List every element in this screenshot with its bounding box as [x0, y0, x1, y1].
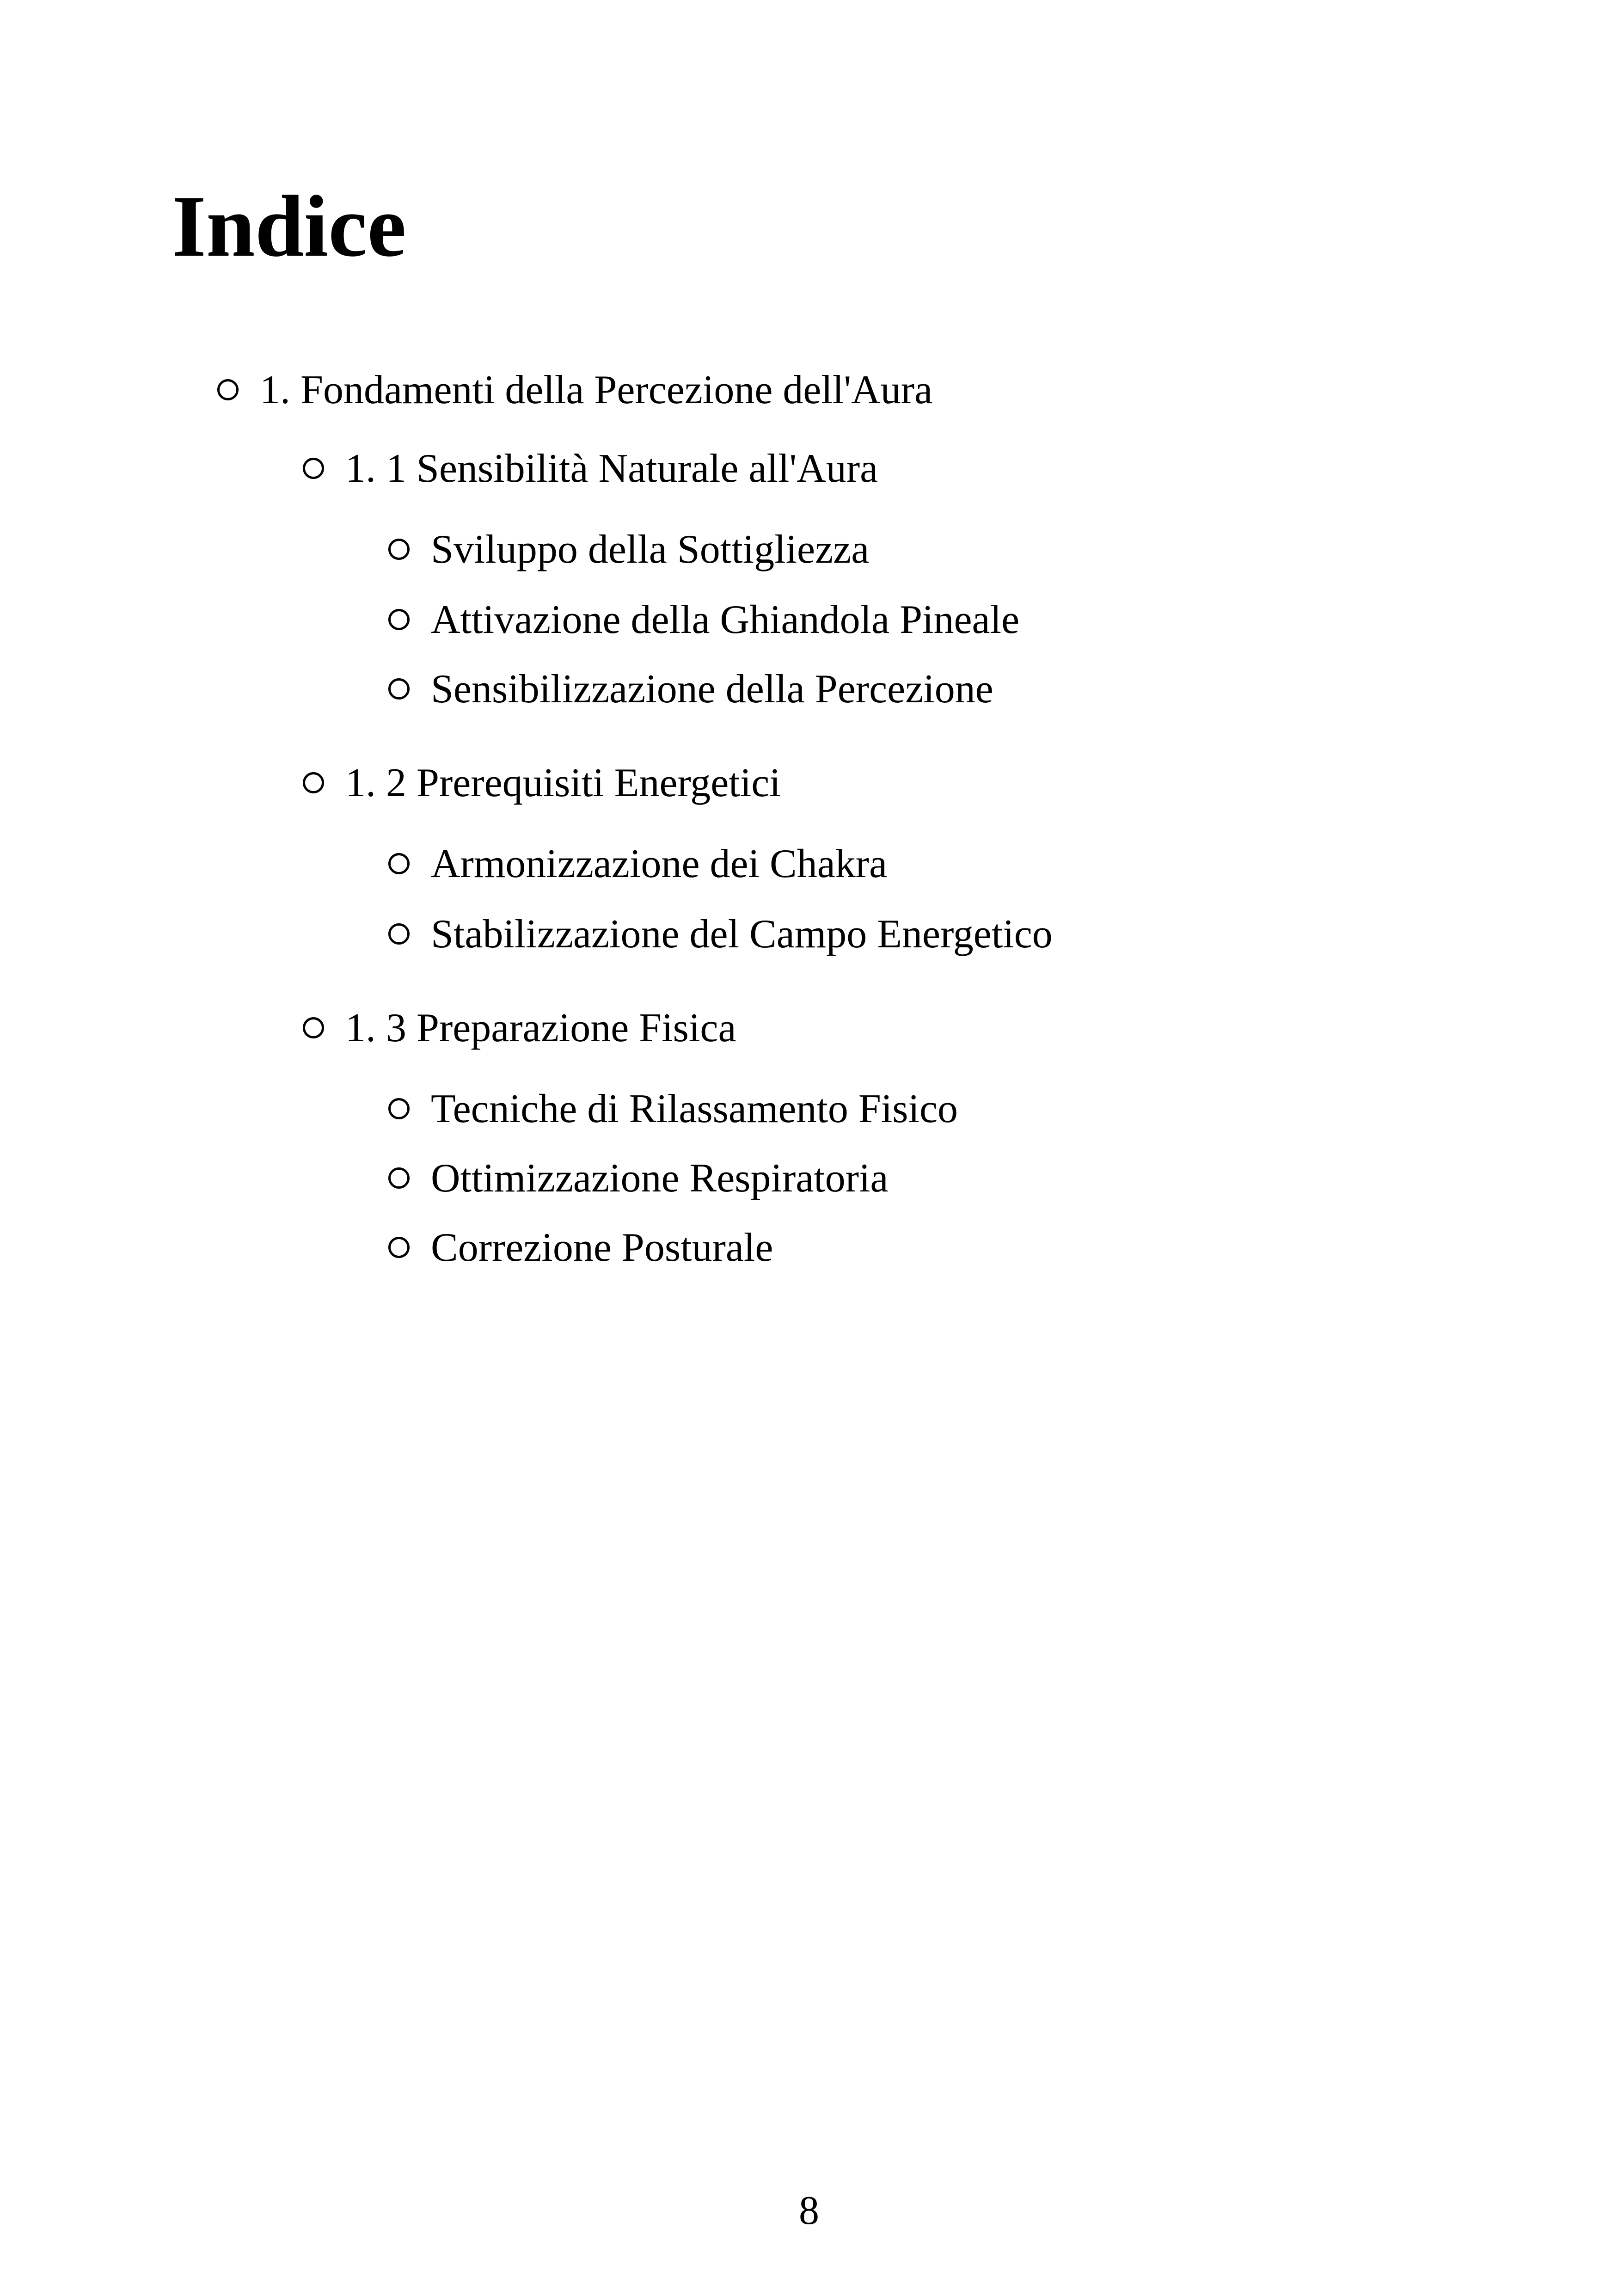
toc-item-stabilizzazione-campo — [388, 914, 1053, 955]
toc-item-correzione-posturale — [388, 1225, 773, 1270]
toc-item-label: Stabilizzazione del Campo Energetico — [431, 912, 1053, 957]
toc-item-prerequisiti-energetici — [303, 763, 781, 804]
toc-item-label: Sensibilizzazione della Percezione — [431, 667, 993, 712]
hollow-circle-bullet-icon — [303, 772, 324, 793]
hollow-circle-bullet-icon — [388, 609, 410, 630]
toc-item-label: Tecniche di Rilassamento Fisico — [431, 1087, 958, 1131]
toc-item-label: 1. 2 Prerequisiti Energetici — [345, 761, 781, 805]
toc-item-label: Sviluppo della Sottigliezza — [431, 527, 870, 572]
toc-item-ottimizzazione-respiratoria — [388, 1158, 889, 1199]
hollow-circle-bullet-icon — [388, 923, 410, 945]
toc-item-label: 1. 3 Preparazione Fisica — [345, 1006, 736, 1050]
page-number: 8 — [799, 2188, 819, 2233]
toc-item-label: 1. 1 Sensibilità Naturale all'Aura — [345, 446, 878, 491]
toc-item-tecniche-rilassamento — [388, 1089, 958, 1130]
toc-item-sensibilizzazione — [388, 669, 993, 710]
hollow-circle-bullet-icon — [303, 1017, 324, 1038]
toc-item-label: 1. Fondamenti della Percezione dell'Aura — [260, 368, 933, 412]
toc-item-armonizzazione-chakra — [388, 841, 888, 886]
hollow-circle-bullet-icon — [388, 539, 410, 560]
hollow-circle-bullet-icon — [388, 1237, 410, 1258]
hollow-circle-bullet-icon — [303, 458, 324, 479]
toc-item-sviluppo-sottigliezza — [388, 529, 869, 570]
toc-item-preparazione-fisica — [303, 1008, 736, 1049]
toc-item-attivazione-ghiandola — [388, 597, 1020, 642]
hollow-circle-bullet-icon — [388, 1167, 410, 1189]
hollow-circle-bullet-icon — [388, 853, 410, 874]
hollow-circle-bullet-icon — [388, 1098, 410, 1119]
page-title: Indice — [172, 178, 406, 275]
hollow-circle-bullet-icon — [388, 678, 410, 700]
toc-item-label: Attivazione della Ghiandola Pineale — [431, 597, 1020, 642]
hollow-circle-bullet-icon — [217, 379, 239, 400]
toc-item-label: Armonizzazione dei Chakra — [431, 841, 888, 886]
toc-item-fondamenti — [217, 370, 932, 411]
toc-item-label: Ottimizzazione Respiratoria — [431, 1156, 889, 1201]
toc-item-label: Correzione Posturale — [431, 1225, 773, 1270]
toc-item-sensibilita-naturale — [303, 448, 878, 489]
